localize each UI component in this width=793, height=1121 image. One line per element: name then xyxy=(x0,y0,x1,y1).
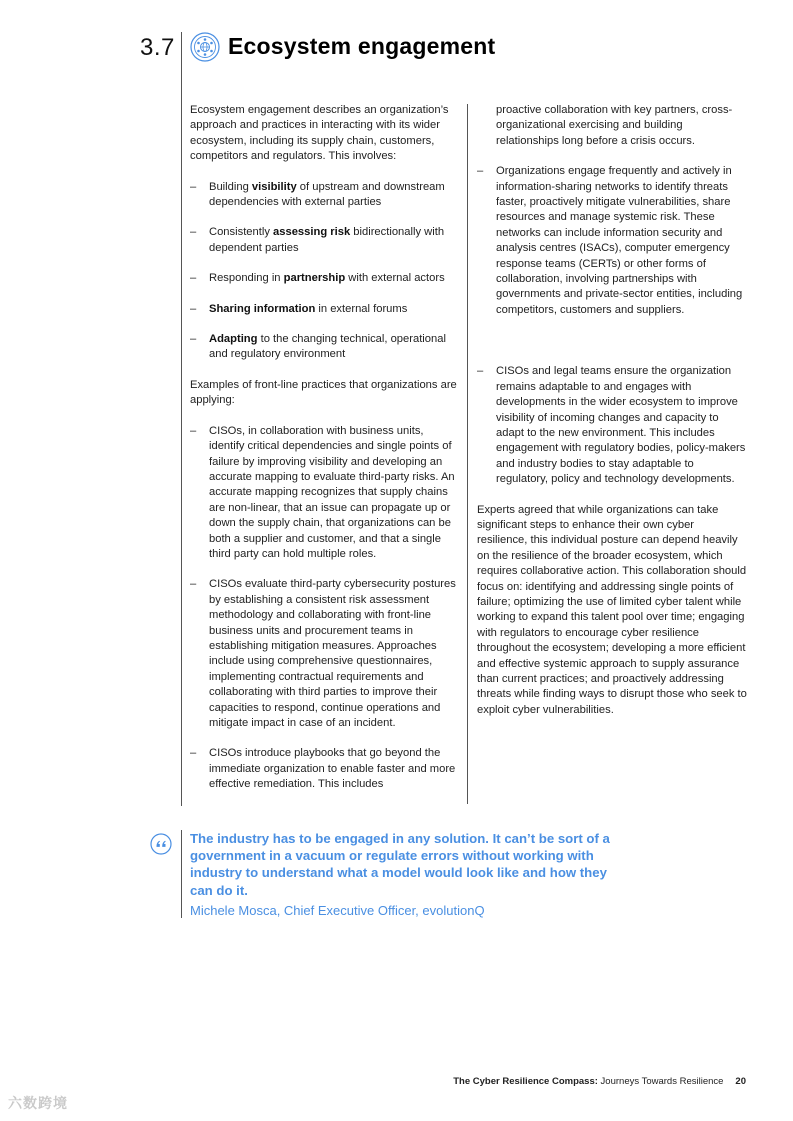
involves-item xyxy=(190,332,462,363)
left-column xyxy=(190,103,462,808)
involves-item xyxy=(190,271,462,286)
involves-item xyxy=(190,225,462,256)
item-text: Consistently xyxy=(209,226,274,239)
example-item xyxy=(190,424,462,563)
page-number: 20 xyxy=(735,1076,746,1087)
pull-quote: The industry has to be engaged in any solution. It can’t be sort of a government in a vacuum or regulate errors without working with industry to understand what a model would look like and how they can do it. xyxy=(190,831,610,898)
examples-intro: Examples of front-line practices that organizations are applying: xyxy=(190,378,457,407)
item-text: to the changing technical, operational and regulatory environment xyxy=(209,333,446,361)
example-continuation: proactive collaboration with key partners, cross-organizational exercising and building relationships long before a crisis occurs. xyxy=(496,104,733,147)
involves-item xyxy=(190,302,462,317)
section-title: Ecosystem engagement xyxy=(228,33,496,59)
item-keyword: Adapting xyxy=(209,333,258,346)
item-text: in external forums xyxy=(315,302,408,315)
dash-marker: – xyxy=(477,165,484,178)
conclusion-paragraph: Experts agreed that while organizations can take significant steps to enhance their own cyber resilience, this individual posture can depend heavily on the resilience of the broader ecosystem, which requires collaborative action. This collaboration should focus on: identifying and addressing single points of failure; optimizing the use of limited cyber talent while working to expand this talent pool over time; engaging with regulators to encourage cyber resilience throughout the ecosystem; developing a more efficient and effective systemic approach to supply assurance than current practices; and proactively addressing threats while finding ways to disrupt those who seek to exploit cyber vulnerabilities. xyxy=(477,503,747,716)
dash-marker: – xyxy=(477,365,484,378)
quote-mark-icon xyxy=(150,833,172,855)
column-divider-rule xyxy=(467,104,468,804)
dash-marker: – xyxy=(190,226,197,239)
section-number: 3.7 xyxy=(140,34,175,61)
item-keyword: visibility xyxy=(251,180,297,193)
footer-report-title: The Cyber Resilience Compass: xyxy=(453,1076,598,1087)
dash-marker: – xyxy=(190,180,197,193)
example-item xyxy=(190,577,462,731)
dash-marker: – xyxy=(190,578,197,591)
item-keyword: Sharing information xyxy=(209,302,316,315)
item-text: of upstream and downstream dependencies with external parties xyxy=(209,180,445,209)
left-vertical-rule xyxy=(181,32,182,806)
footer-report-subtitle: Journeys Towards Resilience xyxy=(597,1076,724,1087)
item-text: Building xyxy=(209,180,252,193)
right-column xyxy=(477,103,747,733)
quote-rule xyxy=(181,830,182,918)
item-text: Responding in xyxy=(209,272,284,285)
page-footer xyxy=(453,1076,746,1087)
item-keyword: partnership xyxy=(283,272,346,285)
example-text: CISOs, in collaboration with business units, identify critical dependencies and single points of failure by improving visibility and developing an accurate mapping to evaluate third-party risks. An accurate mapping recognizes that supply chains are non-linear, that an issue can propagate up or down the supply chain, that organizations can be both a supplier and customer, and that a single third party can hold multiple roles. xyxy=(209,424,455,560)
example-text: CISOs and legal teams ensure the organization remains adaptable to and engages with developments in the wider ecosystem to improve visibility of incoming changes and capacity to adapt to the new environment. This includes engagement with regulatory bodies, policy-makers and industry bodies to stay adaptable to regulatory, policy and technology developments. xyxy=(496,365,746,486)
involves-item xyxy=(190,180,462,211)
item-text: bidirectionally with dependent parties xyxy=(209,226,445,254)
example-item xyxy=(477,364,747,487)
watermark: 六数跨境 xyxy=(8,1095,68,1111)
dash-marker: – xyxy=(190,424,197,437)
dash-marker: – xyxy=(190,333,197,346)
item-text: with external actors xyxy=(345,272,445,285)
example-text: Organizations engage frequently and actively in information-sharing networks to identify threats faster, proactively mitigate vulnerabilities, share resources and manage systemic risk. These networks can include information security and analysis centres (ISACs), computer emergency response teams (CERTs) or other forms of collaboration, involving partnerships with governments and private-sector entities, including competitors, customers and suppliers. xyxy=(496,165,743,316)
example-text: CISOs introduce playbooks that go beyond the immediate organization to enable faster and more effective remediation. This includes xyxy=(209,747,456,791)
intro-paragraph: Ecosystem engagement describes an organization’s approach and practices in interacting with its wider ecosystem, including its supply chain, customers, competitors and regulators. This involves: xyxy=(190,104,449,163)
dash-marker: – xyxy=(190,747,197,760)
example-text: CISOs evaluate third-party cybersecurity postures by establishing a consistent risk assessment methodology and collaborating with front-line business units and procurement teams in establishing mitigation measures. Approaches include using comprehensive questionnaires, implementing contractual requirements and collaborating with third parties to improve their capacities to respond, continue operations and mitigate impact in case of an incident. xyxy=(209,578,456,729)
quote-attribution: Michele Mosca, Chief Executive Officer, evolutionQ xyxy=(190,903,485,918)
example-item xyxy=(190,746,462,792)
item-keyword: assessing risk xyxy=(273,226,351,239)
example-item xyxy=(477,164,747,318)
network-globe-icon xyxy=(190,32,220,62)
dash-marker: – xyxy=(190,302,197,315)
dash-marker: – xyxy=(190,272,197,285)
